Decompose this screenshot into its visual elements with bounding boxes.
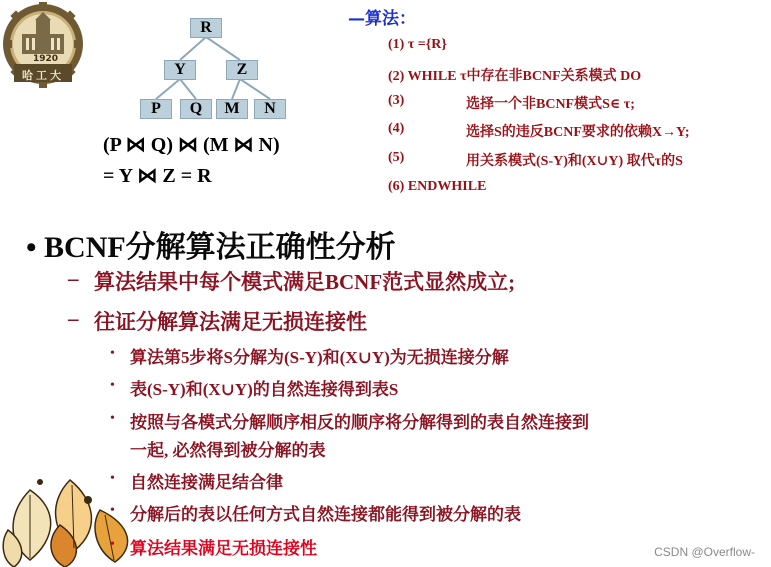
join-formula-line-2: = Y ⋈ Z = R [103, 165, 212, 187]
point-2: 表(S-Y)和(X∪Y)的自然连接得到表S [130, 380, 399, 399]
algorithm-line-5-num: (5) [388, 150, 405, 165]
point-5: 分解后的表以任何方式自然连接都能得到被分解的表 [130, 505, 521, 524]
algorithm-line-1 [388, 37, 447, 53]
point-dot-6: • [110, 537, 115, 552]
point-3: 按照与各模式分解顺序相反的顺序将分解得到的表自然连接到 [130, 413, 589, 432]
algorithm-line-4-text: 选择S的违反BCNF要求的依赖X→Y; [466, 125, 690, 140]
main-bullet-dot: • [26, 231, 45, 264]
point-1: 算法第5步将S分解为(S-Y)和(X∪Y)为无损连接分解 [130, 348, 509, 367]
algorithm-line-1-num: (1) [388, 37, 405, 52]
algorithm-line-5-text: 用关系模式(S-Y)和(X∪Y) 取代τ的S [466, 154, 683, 169]
point-dot-3: • [110, 411, 115, 426]
algorithm-line-3-text: 选择一个非BCNF模式S∈ τ; [466, 97, 635, 112]
sub-item-2: 往证分解算法满足无损连接性 [94, 310, 367, 334]
algorithm-line-6-num: (6) [388, 179, 405, 194]
algorithm-line-3-num: (3) [388, 93, 405, 108]
point-3-continuation: 一起, 必然得到被分解的表 [130, 441, 326, 460]
point-dot-4: • [110, 471, 115, 486]
point-dot-2: • [110, 378, 115, 393]
csdn-watermark: CSDN @Overflow- [654, 545, 755, 559]
algorithm-line-2-num: (2) [388, 69, 405, 84]
tree-node-left: Y [164, 60, 196, 80]
autumn-leaves-decoration [0, 470, 150, 567]
sub-item-dash-1: – [68, 266, 79, 290]
tree-leaf-n: N [254, 99, 286, 119]
main-bullet-text: BCNF分解算法正确性分析 [44, 231, 396, 264]
main-bullet [26, 222, 396, 266]
logo-lettering: 哈工大 [22, 69, 64, 82]
tree-leaf-q: Q [180, 99, 212, 119]
algorithm-line-1-text: τ ={R} [407, 37, 447, 52]
tree-node-right: Z [226, 60, 258, 80]
logo-year: 1920 [33, 54, 59, 64]
point-6-conclusion: 算法结果满足无损连接性 [130, 539, 317, 558]
tree-leaf-m: M [216, 99, 248, 119]
algorithm-line-6 [388, 179, 486, 195]
algorithm-line-4-num: (4) [388, 121, 405, 136]
algorithm-line-6-text: ENDWHILE [407, 179, 487, 194]
point-dot-1: • [110, 346, 115, 361]
algorithm-line-2 [388, 65, 641, 85]
algorithm-line-2-text: WHILE τ中存在非BCNF关系模式 DO [407, 69, 642, 84]
sub-item-1: 算法结果中每个模式满足BCNF范式显然成立; [94, 270, 516, 294]
join-formula-line-1: (P ⋈ Q) ⋈ (M ⋈ N) [103, 134, 280, 156]
algorithm-title: —算法： [348, 9, 416, 29]
tree-node-root: R [190, 18, 222, 38]
point-dot-5: • [110, 503, 115, 518]
sub-item-dash-2: – [68, 306, 79, 330]
tree-leaf-p: P [140, 99, 172, 119]
point-4: 自然连接满足结合律 [130, 473, 283, 492]
